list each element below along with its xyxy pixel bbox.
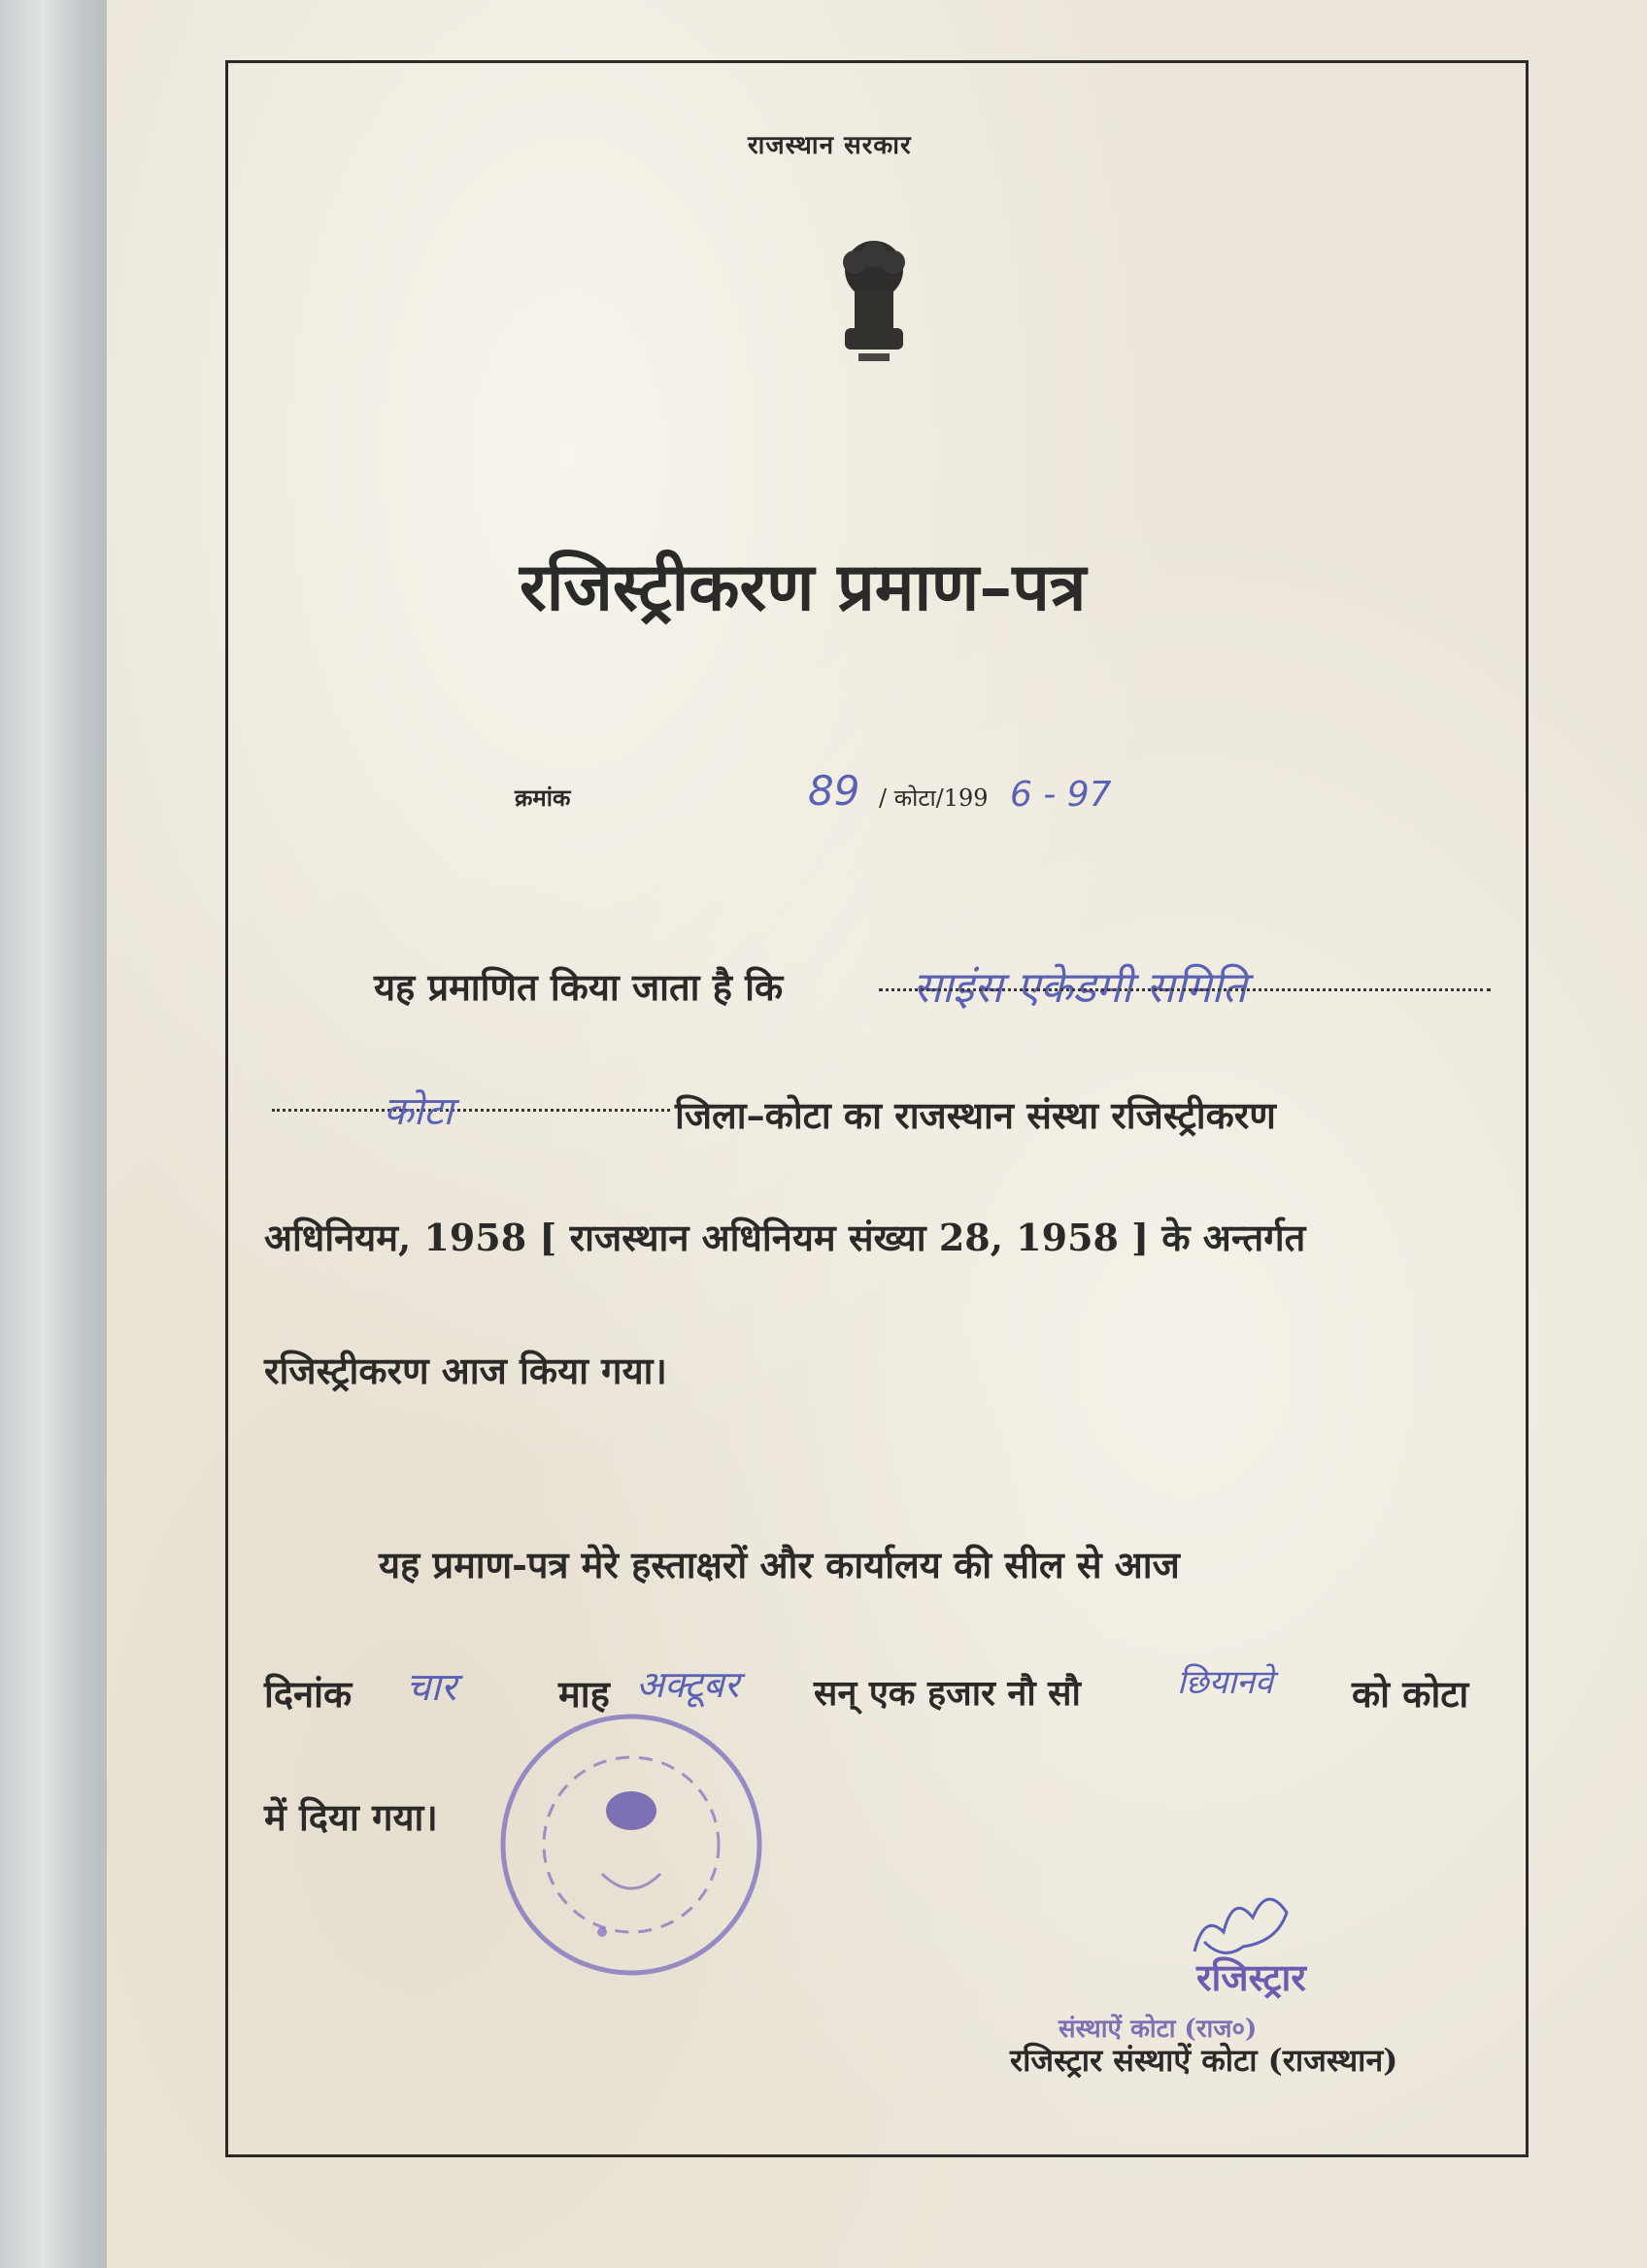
body-line-7: में दिया गया।	[264, 1795, 438, 1839]
certificate-title: रजिस्ट्रीकरण प्रमाण–पत्र	[520, 549, 1087, 626]
state-emblem-icon	[825, 233, 923, 379]
month-handwritten: अक्टूबर	[636, 1663, 740, 1706]
place-handwritten: कोटा	[384, 1089, 454, 1134]
body-line-4: रजिस्ट्रीकरण आज किया गया।	[264, 1349, 667, 1392]
body-line-2: जिला–कोटा का राजस्थान संस्था रजिस्ट्रीकरण	[675, 1093, 1276, 1137]
fill-line-2	[272, 1109, 670, 1112]
office-seal	[495, 1709, 767, 1981]
binder-edge	[0, 0, 107, 2268]
number-handwritten-year: 6 - 97	[1010, 775, 1112, 815]
year-handwritten: छियानवे	[1177, 1663, 1273, 1702]
society-name-handwritten: साइंस एकेडमी समिति	[913, 963, 1247, 1013]
registrar-designation: रजिस्ट्रार संस्थाऐं कोटा (राजस्थान)	[1010, 2042, 1398, 2079]
govt-header: राजस्थान सरकार	[748, 131, 912, 160]
date-handwritten: चार	[406, 1665, 457, 1710]
registrar-stamp-sub: संस्थाऐं कोटा (राज०)	[1059, 2015, 1258, 2044]
body-line-3: अधिनियम, 1958 [ राजस्थान अधिनियम संख्या 28, 1958 ] के अन्तर्गत	[264, 1216, 1306, 1259]
place-label: को कोटा	[1352, 1672, 1469, 1716]
year-label: सन् एक हजार नौ सौ	[814, 1673, 1081, 1714]
body-line-1: यह प्रमाणित किया जाता है कि	[374, 965, 784, 1009]
date-label: दिनांक	[264, 1672, 353, 1716]
fill-line-1	[879, 988, 1491, 991]
number-printed: / कोटा/199	[879, 784, 989, 812]
registrar-stamp-title: रजिस्ट्रार	[1196, 1955, 1306, 1999]
month-label: माह	[558, 1672, 610, 1716]
number-handwritten: 89	[808, 767, 860, 815]
number-label: क्रमांक	[515, 784, 571, 812]
body-line-5: यह प्रमाण-पत्र मेरे हस्ताक्षरों और कार्यालय की सील से आज	[379, 1543, 1180, 1586]
